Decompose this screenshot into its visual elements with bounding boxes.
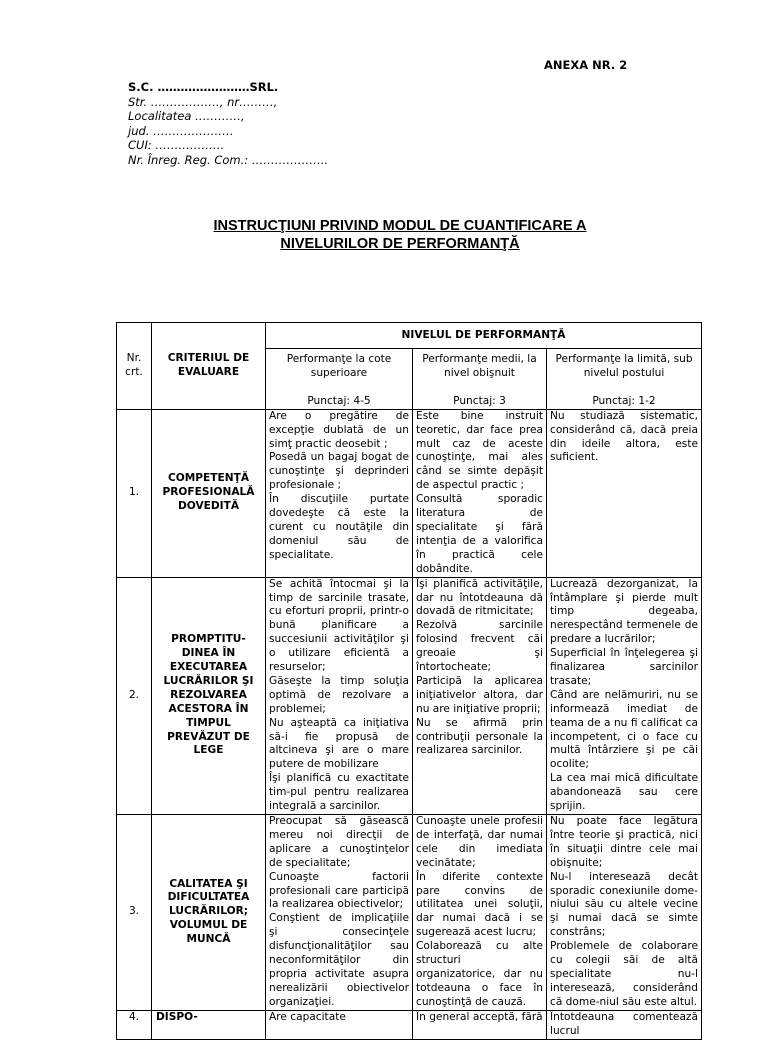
desc-line: Se achită întocmai şi la timp de sarcinile trasate, cu eforturi proprii, printr-o bună planificare a succesiunii activităţilor şi o utilizare eficientă a resurselor; [269, 577, 409, 674]
desc-line: În diferite contexte pare convins de utilitatea unei soluţii, dar numai dacă i se sugerează acest lucru; [416, 870, 543, 939]
table-row [117, 577, 702, 814]
row-number: 3. [117, 815, 152, 1011]
row-high-desc [266, 577, 413, 814]
level-high-header [266, 349, 413, 410]
desc-line: Când are nelămuriri, nu se informează imediat de teama de a nu fi calificat ca incompetent, ci o face cu multă întârziere şi pe căi ocolite; [550, 688, 698, 771]
row-number: 2. [117, 577, 152, 814]
table-row [117, 815, 702, 1011]
desc-line: Participă la aplicarea iniţiativelor altora, dar nu are iniţiative proprii; [416, 674, 543, 715]
level-low-header [547, 349, 702, 410]
row-low-desc [547, 815, 702, 1011]
row-low-desc [547, 409, 702, 577]
company-cui: CUI: ……………… [128, 138, 225, 153]
row-high-desc [266, 1010, 413, 1039]
desc-line: Conştient de implicaţiile şi consecinţele disfuncţionalităţilor sau neconformităţilor din propria activitate asupra nerealizării obiectivelor organizaţiei. [269, 912, 409, 1008]
document-title [120, 217, 680, 253]
row-low-desc [547, 1010, 702, 1039]
level-high-points: Punctaj: 4-5 [307, 394, 371, 407]
company-street: Str. ………………, nr………, [128, 94, 278, 109]
desc-line: În discuţiile purtate dovedeşte că este la curent cu noutăţile din domeniul său de specialitate. [269, 493, 409, 561]
company-locality: Localitatea …………, [128, 109, 245, 124]
desc-line: Rezolvă sarcinile folosind frecvent căi greoaie şi întortocheate; [416, 619, 543, 674]
desc-line: Nu poate face legătura între teorie şi practică, nici în situaţii dintre cele mai obişnuite; [550, 815, 698, 869]
annex-number: ANEXA NR. 2 [544, 58, 628, 72]
row-criteria: COMPETENŢĂ PROFESIONALĂ DOVEDITĂ [152, 409, 266, 577]
level-low-points: Punctaj: 1-2 [592, 394, 656, 407]
desc-line: La cea mai mică dificultate abandonează sau cere sprijin. [550, 772, 698, 813]
desc-line: Cunoaşte unele profesii de interfaţă, dar numai cele din imediata vecinătate; [416, 815, 543, 869]
desc-line: Nu se afirmă prin contribuţii personale la realizarea sarcinilor. [416, 716, 543, 757]
company-county: jud. ………………… [128, 123, 234, 138]
level-mid-label: Performanţe medii, la nivel obişnuit [422, 353, 537, 379]
row-criteria: PROMPTITU-DINEA ÎN EXECUTAREA LUCRĂRILOR ŞI REZOLVAREA ACESTORA ÎN TIMPUL PREVĂZUT DE LEGE [152, 577, 266, 814]
desc-line: Consultă sporadic literatura de specialitate şi fără intenţia de a valorifica în practică cele dobândite. [416, 493, 543, 575]
desc-line: Lucrează dezorganizat, la întâmplare şi pierde mult timp degeaba, nerespectând termenele de predare a lucrărilor; [550, 577, 698, 646]
header-criteria: CRITERIUL DE EVALUARE [152, 323, 266, 410]
table-row [117, 409, 702, 577]
desc-line: Nu aşteaptă ca iniţiativa să-i fie propusă de altcineva şi are o mare putere de mobilizare [269, 716, 409, 771]
desc-line: Posedă un bagaj bogat de cunoştinţe şi deprinderi profesionale ; [269, 451, 409, 492]
row-mid-desc [413, 577, 547, 814]
row-mid-desc [413, 1010, 547, 1039]
company-header [128, 80, 328, 168]
desc-line: Superficial în înţelegerea şi finalizarea sarcinilor trasate; [550, 647, 698, 687]
title-line-2: NIVELURILOR DE PERFORMANŢĂ [280, 236, 520, 252]
row-low-desc [547, 577, 702, 814]
row-high-desc [266, 409, 413, 577]
desc-line: Are capacitate [269, 1010, 346, 1023]
row-number: 1. [117, 409, 152, 577]
row-number: 4. [117, 1010, 152, 1039]
desc-line: Cunoaşte factorii profesionali care participă la realizarea obiectivelor; [269, 870, 409, 911]
level-low-label: Performanţe la limită, sub nivelul postului [555, 353, 693, 379]
desc-line: Întotdeauna comentează lucrul [550, 1010, 698, 1037]
header-nr: Nr. crt. [117, 323, 152, 410]
desc-line: Este bine instruit teoretic, dar face prea mult caz de aceste cunoştinţe, mai ales când se simte depăşit de aspectul practic ; [416, 409, 543, 492]
title-line-1: INSTRUCŢIUNI PRIVIND MODUL DE CUANTIFICARE A [213, 218, 587, 234]
desc-line: Nu-l interesează decât sporadic conexiunile dome-niului său cu altele vecine şi numai dacă se simte constrâns; [550, 870, 698, 939]
level-mid-header [413, 349, 547, 410]
desc-line: Colaborează cu alte structuri organizatorice, dar nu totdeauna o face în cunoştinţă de cauză. [416, 940, 543, 1008]
level-mid-points: Punctaj: 3 [453, 394, 506, 407]
desc-line: Nu studiază sistematic, considerând că, dacă preia din ideile altora, este suficient. [550, 409, 698, 464]
company-name: S.C. ……………………SRL. [128, 80, 279, 94]
desc-line: Problemele de colaborare cu colegii săi de altă specialitate nu-l interesează, considerând că dome-niul său este altul. [550, 940, 698, 1008]
row-criteria: DISPO- [152, 1010, 266, 1039]
desc-line: Are o pregătire de excepţie dublată de un simţ practic deosebit ; [269, 409, 409, 450]
evaluation-table [116, 322, 702, 1040]
desc-line: În general acceptă, fără [416, 1010, 543, 1023]
level-high-label: Performanţe la cote superioare [286, 353, 392, 379]
desc-line: Preocupat să găsească mereu noi direcţii de aplicare a cunoştinţelor de specialitate; [269, 815, 409, 869]
desc-line: Îşi planifică cu exactitate tim-pul pentru realizarea integrală a sarcinilor. [269, 772, 409, 813]
desc-line: Găseşte la timp soluţia optimă de rezolvare a problemei; [269, 674, 409, 715]
row-mid-desc [413, 409, 547, 577]
row-criteria: CALITATEA ŞI DIFICULTATEA LUCRĂRILOR; VOLUMUL DE MUNCĂ [152, 815, 266, 1011]
header-performance-level: NIVELUL DE PERFORMANŢĂ [266, 323, 702, 349]
desc-line: Îşi planifică activităţile, dar nu întotdeauna dă dovadă de ritmicitate; [416, 577, 543, 618]
company-registry: Nr. Înreg. Reg. Com.: ……………….. [128, 152, 329, 167]
row-high-desc [266, 815, 413, 1011]
row-mid-desc [413, 815, 547, 1011]
table-row [117, 1010, 702, 1039]
